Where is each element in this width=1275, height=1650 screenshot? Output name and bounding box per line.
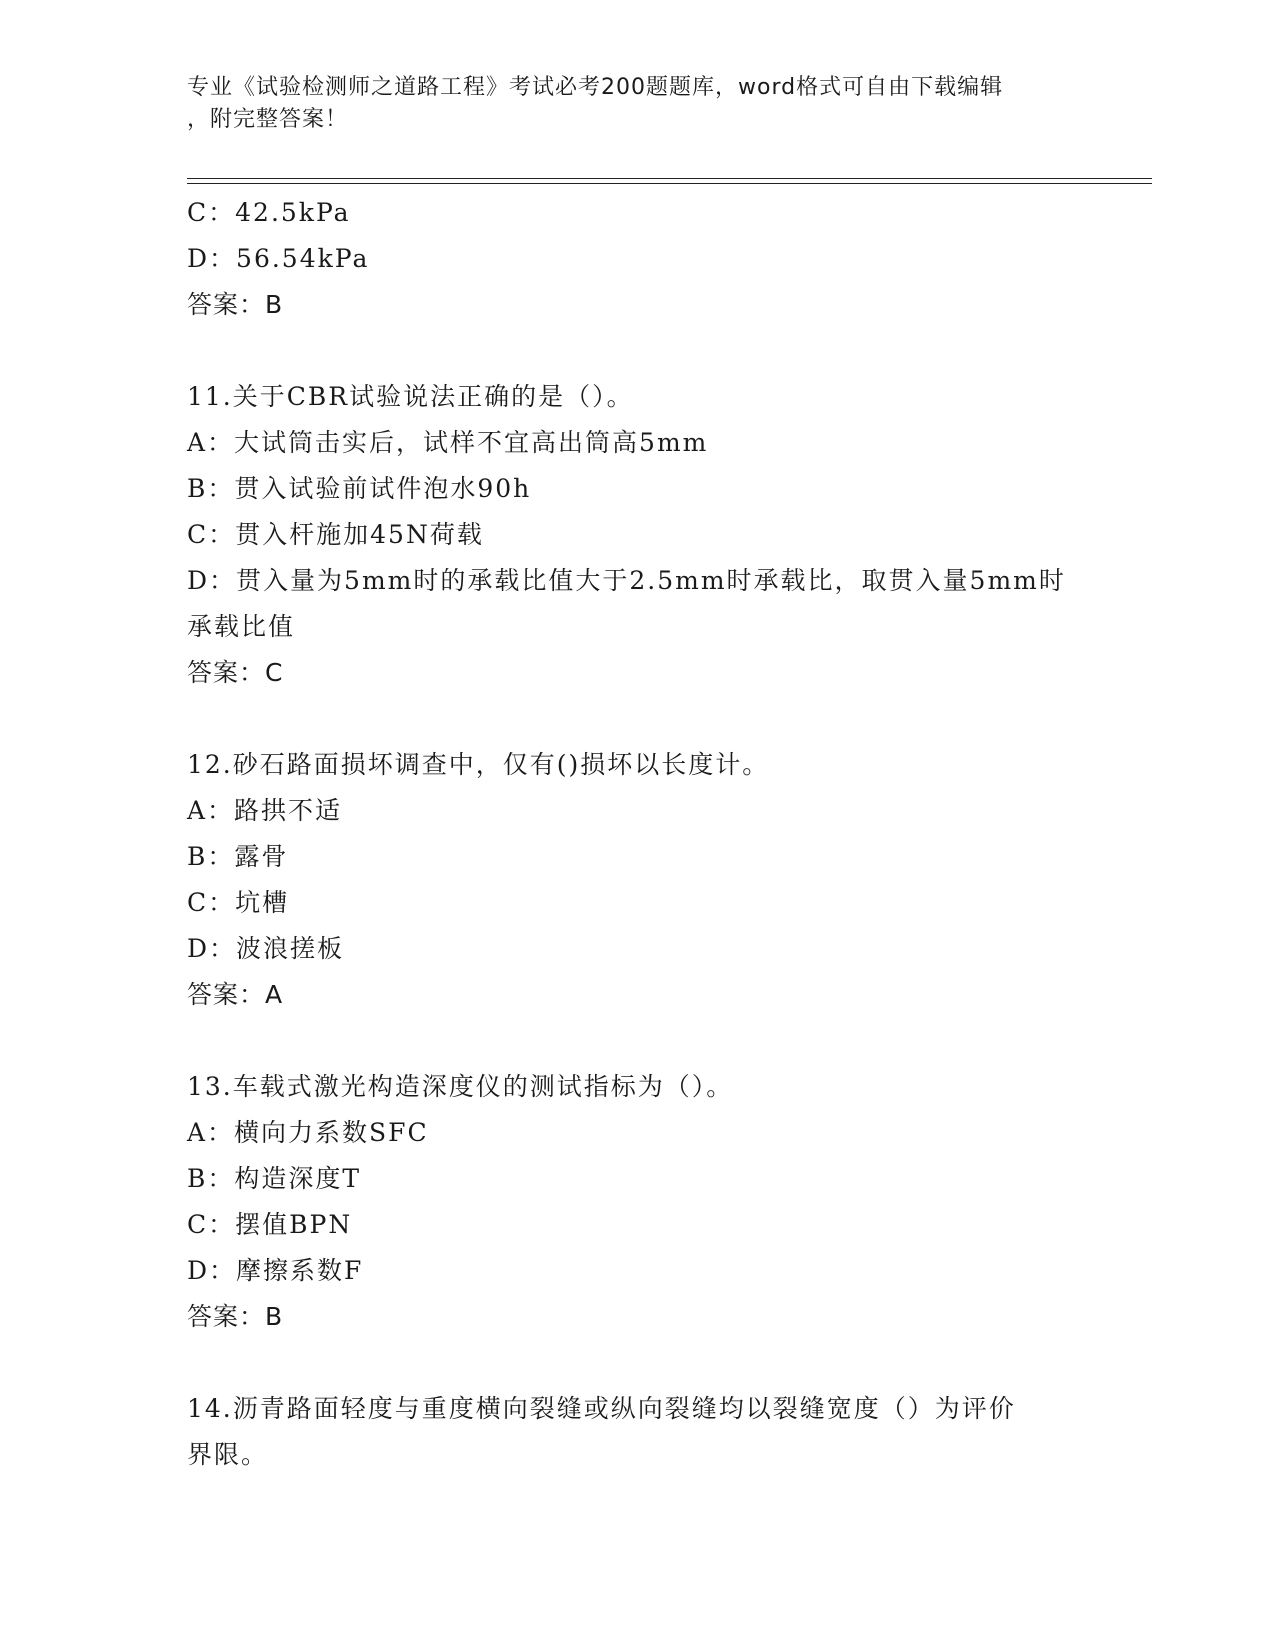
spacer — [187, 1018, 1087, 1064]
option-c: C：贯入杆施加45N荷载 — [187, 520, 484, 549]
option-d-line-2: 承载比值 — [187, 612, 296, 641]
option-d: D：56.54kPa — [187, 244, 370, 273]
question-12 — [187, 742, 1087, 1018]
question-11 — [187, 374, 1087, 696]
question-14 — [187, 1386, 1087, 1478]
question-stem: 12.砂石路面损坏调查中，仅有()损坏以长度计。 — [187, 750, 770, 779]
spacer — [187, 328, 1087, 374]
header-title-line-2: ，附完整答案！ — [187, 107, 349, 132]
spacer — [187, 1340, 1087, 1386]
option-c: C：坑槽 — [187, 888, 290, 917]
header-title-line-1: 专业《试验检测师之道路工程》考试必考200题题库，word格式可自由下载编辑 — [187, 75, 1004, 100]
question-13 — [187, 1064, 1087, 1340]
option-b: B：露骨 — [187, 842, 289, 871]
answer: 答案：B — [187, 290, 284, 319]
option-a: A：大试筒击实后，试样不宜高出筒高5mm — [187, 428, 709, 457]
option-b: B：贯入试验前试件泡水90h — [187, 474, 532, 503]
header-divider-top — [187, 178, 1152, 179]
answer: 答案：C — [187, 658, 284, 687]
document-header — [187, 72, 1087, 136]
option-d-line-1: D：贯入量为5mm时的承载比值大于2.5mm时承载比，取贯入量5mm时 — [187, 566, 1066, 595]
header-divider-bottom — [187, 183, 1152, 184]
question-list — [187, 190, 1087, 1478]
spacer — [187, 696, 1087, 742]
option-d: D：摩擦系数F — [187, 1256, 364, 1285]
question-10 — [187, 190, 1087, 328]
question-stem: 13.车载式激光构造深度仪的测试指标为（）。 — [187, 1072, 734, 1101]
option-d: D：波浪搓板 — [187, 934, 345, 963]
option-a: A：路拱不适 — [187, 796, 343, 825]
question-stem-line-2: 界限。 — [187, 1440, 269, 1469]
answer: 答案：A — [187, 980, 284, 1009]
option-a: A：横向力系数SFC — [187, 1118, 429, 1147]
option-c: C：摆值BPN — [187, 1210, 353, 1239]
answer: 答案：B — [187, 1302, 284, 1331]
question-stem-line-1: 14.沥青路面轻度与重度横向裂缝或纵向裂缝均以裂缝宽度（）为评价 — [187, 1394, 1016, 1423]
option-b: B：构造深度T — [187, 1164, 362, 1193]
question-stem: 11.关于CBR试验说法正确的是（）。 — [187, 382, 634, 411]
option-c: C：42.5kPa — [187, 198, 351, 227]
